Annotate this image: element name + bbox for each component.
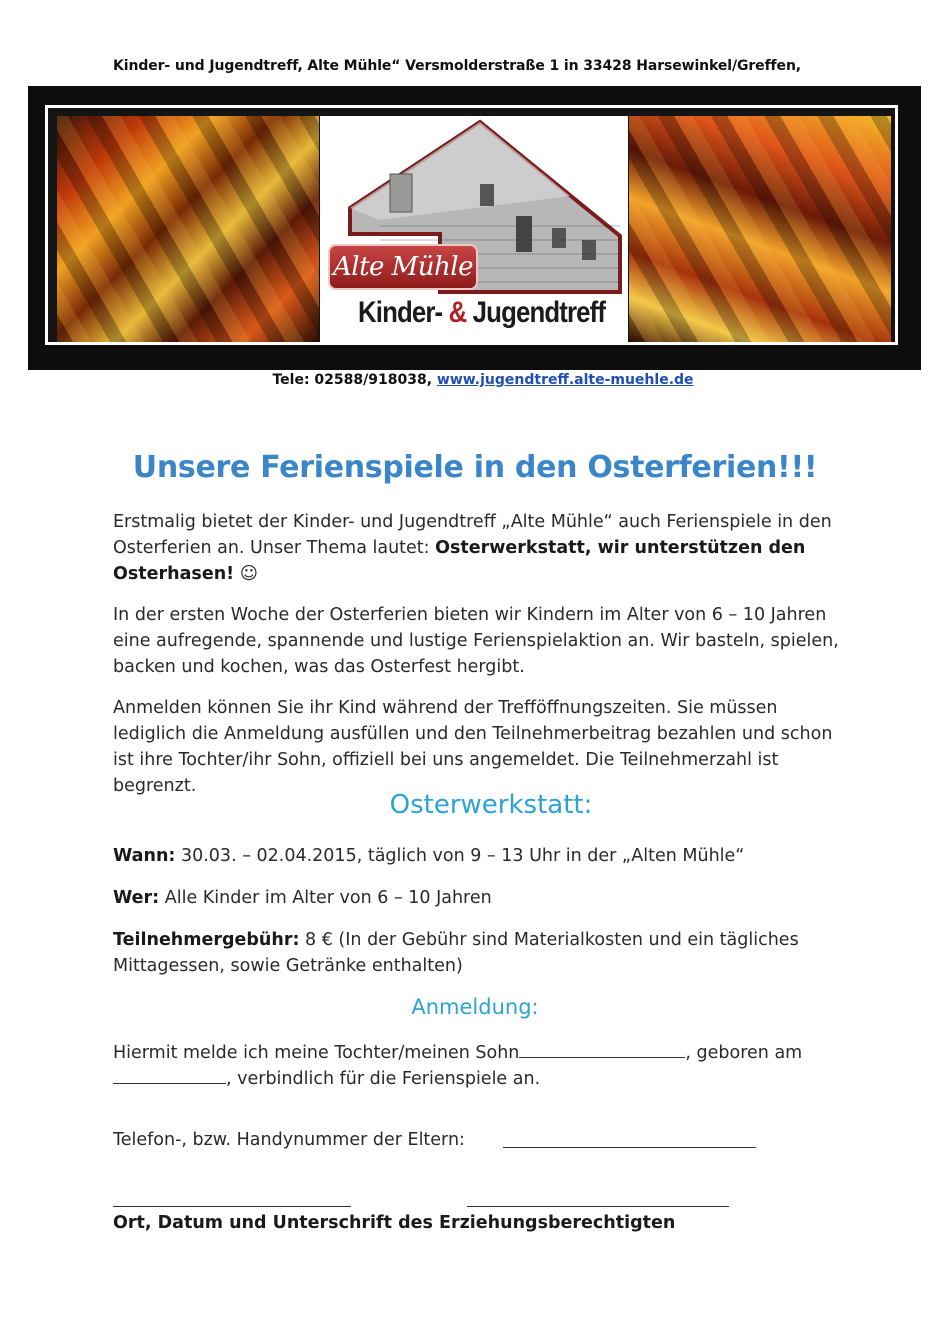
page-title: Unsere Ferienspiele in den Osterferien!!! (132, 450, 818, 485)
collage-image-right (629, 116, 891, 342)
logo-subtitle-part-b: Jugendtreff (466, 296, 606, 329)
logo-subtitle-part-a: Kinder- (358, 296, 449, 329)
contact-line (8, 372, 950, 388)
header-banner (28, 86, 921, 370)
detail-when-value: 30.03. – 02.04.2015, täglich von 9 – 13 Uhr in der „Alten Mühle“ (175, 846, 745, 866)
website-link[interactable]: www.jugendtreff.alte-muehle.de (436, 372, 694, 388)
phone-label: Telefon-, bzw. Handynummer der Eltern: (113, 1130, 465, 1150)
form-binding-text: , verbindlich für die Ferienspiele an. (226, 1069, 541, 1089)
logo-subtitle-amp: & (448, 296, 467, 329)
collage-image-left (57, 116, 319, 342)
signature-caption: Ort, Datum und Unterschrift des Erziehungsberechtigten (113, 1213, 676, 1233)
child-name-field[interactable] (519, 1041, 685, 1058)
logo-badge: Alte Mühle (328, 244, 478, 290)
form-birth-label: , geboren am (685, 1043, 803, 1063)
section-heading-registration: Anmeldung: (411, 995, 539, 1019)
birthdate-field[interactable] (113, 1067, 226, 1084)
form-line-child (113, 1040, 843, 1066)
detail-who (113, 885, 843, 911)
program-paragraph: In der ersten Woche der Osterferien bieten wir Kindern im Alter von 6 – 10 Jahren eine aufregende, spannende und lustige Ferienspielaktion an. Wir basteln, spielen, backen und kochen, was das Osterfest hergibt. (113, 605, 839, 677)
banner-frame (45, 105, 898, 345)
intro-text: Erstmalig bietet der Kinder- und Jugendtreff „Alte Mühle“ auch Ferienspiele in den Osterferien an. Unser Thema lautet: (113, 512, 832, 558)
smiley-icon: ☺ (234, 564, 258, 584)
intro-paragraph (113, 509, 843, 587)
detail-fee-value: 8 € (In der Gebühr sind Materialkosten und ein tägliches Mittagessen, sowie Getränke enthalten) (113, 930, 799, 976)
header-address: Kinder- und Jugendtreff, Alte Mühle“ Versmolderstraße 1 in 33428 Harsewinkel/Greffen, (113, 58, 802, 74)
intro-theme: Osterwerkstatt, wir unterstützen den Osterhasen! (113, 538, 806, 584)
registration-paragraph: Anmelden können Sie ihr Kind während der Trefföffnungszeiten. Sie müssen lediglich die Anmeldung ausfüllen und den Teilnehmerbeitrag bezahlen und schon ist ihre Tochter/ihr Sohn, offiziell bei uns angemeldet. Die Teilnehmerzahl ist begrenzt. (113, 698, 833, 796)
form-child-label: Hiermit melde ich meine Tochter/meinen Sohn (113, 1043, 520, 1063)
logo (320, 116, 628, 342)
parent-phone-field[interactable] (503, 1147, 756, 1148)
detail-who-value: Alle Kinder im Alter von 6 – 10 Jahren (159, 888, 492, 908)
place-date-field[interactable] (113, 1206, 351, 1207)
detail-who-label: Wer: (113, 888, 160, 908)
detail-when (113, 843, 843, 869)
section-heading-workshop: Osterwerkstatt: (389, 790, 593, 820)
detail-when-label: Wann: (113, 846, 176, 866)
logo-subtitle (358, 296, 605, 330)
detail-fee-label: Teilnehmergebühr: (113, 930, 300, 950)
detail-fee (113, 927, 843, 979)
signature-field[interactable] (467, 1206, 729, 1207)
form-line-birthdate (113, 1066, 843, 1092)
contact-phone: Tele: 02588/918038, (272, 372, 437, 388)
